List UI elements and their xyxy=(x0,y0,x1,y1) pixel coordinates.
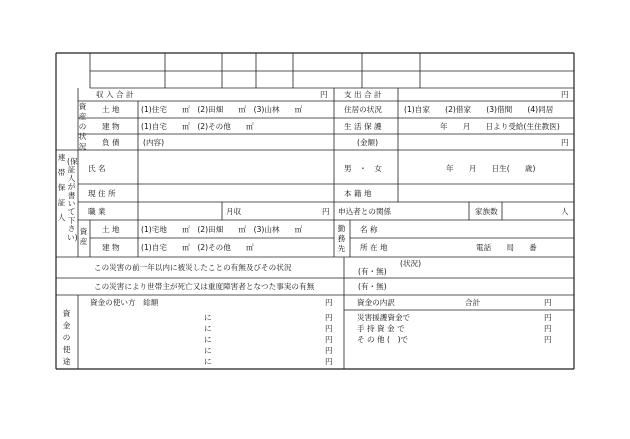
fund-yen-4: 円 xyxy=(325,346,333,355)
welfare-value: 年 月 日より受給(生住教医) xyxy=(440,122,560,131)
birth-date: 年 月 日生( 歳) xyxy=(446,164,536,173)
income-yen: 円 xyxy=(320,90,328,99)
debt-amount: (金額) xyxy=(357,138,379,147)
family-count-label: 家族数 xyxy=(475,207,498,216)
fund-usage-yen: 円 xyxy=(325,298,333,307)
welfare-label: 生 活 保 護 xyxy=(344,122,382,131)
fund-breakdown-yen: 円 xyxy=(544,298,552,307)
fund-ni-1: に xyxy=(204,313,212,322)
monthly-income-label: 月収 xyxy=(226,207,242,216)
fund-breakdown-relief: 災害援護資金で xyxy=(357,313,411,322)
guarantor-side-label: 連 帯 保 証 人 xyxy=(57,153,66,222)
building-options: (1)自宅 ㎡ (2)その他 ㎡ xyxy=(141,122,254,131)
land-label: 土 地 xyxy=(102,105,120,114)
disaster-q2: この災害により世帯主が死亡又は重度障害者となつた事実の有無 xyxy=(94,282,315,291)
debt-content: (内容) xyxy=(143,138,165,147)
fund-yen-2: 円 xyxy=(325,324,333,333)
fund-breakdown-other: そ の 他 ( )で xyxy=(357,335,409,344)
fund-ni-5: に xyxy=(204,357,212,366)
fund-breakdown-total: 合計 xyxy=(465,298,481,307)
fund-yen-3: 円 xyxy=(325,335,333,344)
fund-breakdown-own: 手 持 資 金 で xyxy=(357,324,405,333)
building-label: 建 物 xyxy=(102,122,120,131)
disaster-q1-answer: (有・無) xyxy=(358,267,387,276)
fund-ni-4: に xyxy=(204,346,212,355)
expense-total-label: 支 出 合 計 xyxy=(344,90,382,99)
family-people-unit: 人 xyxy=(561,207,569,216)
fund-breakdown-header: 資金の内訳 xyxy=(357,298,395,307)
income-total-label: 収 入 合 計 xyxy=(96,90,134,99)
fund-usage-header: 資金の使い方 総額 xyxy=(90,298,159,307)
debt-label: 負 債 xyxy=(102,138,120,147)
expense-yen: 円 xyxy=(561,90,569,99)
guarantor-building-label: 建 物 xyxy=(102,243,120,252)
guarantor-land-options: (1)宅地 ㎡ (2)田畑 ㎡ (3)山林 ㎡ xyxy=(141,225,303,234)
housing-options: (1)自家 (2)借家 (3)借間 (4)同居 xyxy=(404,105,554,114)
guarantor-land-label: 土 地 xyxy=(102,225,120,234)
workplace-phone: 電話 局 番 xyxy=(476,243,537,252)
relation-label: 申込者との関係 xyxy=(338,207,392,216)
domicile-label: 本 籍 地 xyxy=(344,189,372,198)
workplace-side: 勤務先 xyxy=(337,224,346,253)
fund-yen-5: 円 xyxy=(325,357,333,366)
disaster-q1: この災害の前一年以内に被災したことの有無及びその状況 xyxy=(94,263,292,272)
workplace-name-label: 名 称 xyxy=(360,225,378,234)
fund-breakdown-other-yen: 円 xyxy=(544,335,552,344)
fund-ni-3: に xyxy=(204,335,212,344)
fund-breakdown-relief-yen: 円 xyxy=(544,313,552,322)
fund-ni-2: に xyxy=(204,324,212,333)
fund-usage-side: 資 金 の 使 途 xyxy=(62,309,71,366)
guarantor-building-options: (1)自宅 ㎡ (2)その他 ㎡ xyxy=(141,243,254,252)
guarantor-name-label: 氏 名 xyxy=(88,164,106,173)
monthly-yen: 円 xyxy=(322,207,330,216)
guarantor-note: (保証人が書いて下さい) xyxy=(67,157,78,242)
guarantor-address-label: 現 住 所 xyxy=(88,189,116,198)
assets-side-label: 資産の状況 xyxy=(78,102,87,151)
disaster-q1-status: (状況) xyxy=(400,259,422,268)
disaster-q2-answer: (有・無) xyxy=(358,282,387,291)
land-options: (1)住宅 ㎡ (2)田畑 ㎡ (3)山林 ㎡ xyxy=(141,105,303,114)
guarantor-assets-side: 資産 xyxy=(79,227,88,246)
job-label: 職 業 xyxy=(88,207,106,216)
fund-breakdown-own-yen: 円 xyxy=(544,324,552,333)
housing-label: 住居の状況 xyxy=(344,105,382,114)
fund-yen-1: 円 xyxy=(325,313,333,322)
sex-option: 男 ・ 女 xyxy=(344,164,382,173)
workplace-address-label: 所 在 地 xyxy=(360,243,388,252)
debt-yen: 円 xyxy=(561,138,569,147)
